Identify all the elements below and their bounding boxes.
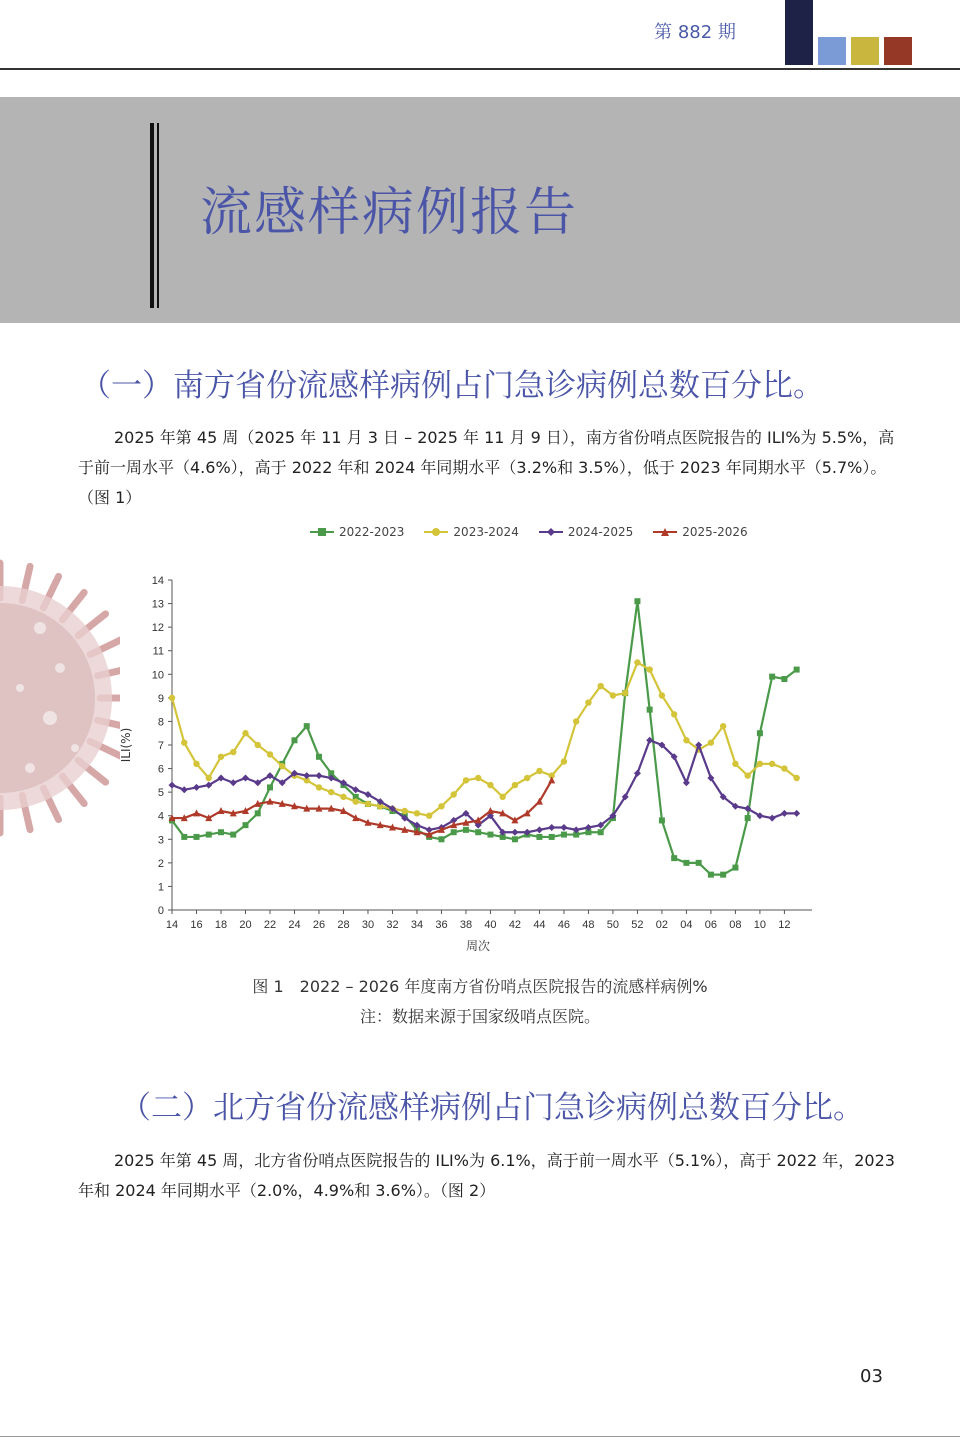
data-point [536,826,543,833]
y-tick-label: 9 [157,692,164,705]
y-tick-label: 4 [157,810,164,823]
x-axis-label: 周次 [465,939,491,953]
x-tick-label: 44 [533,919,546,931]
data-point [720,872,726,878]
figure1-note: 注：数据来源于国家级哨点医院。 [359,1007,600,1026]
data-point [769,815,776,822]
data-point [255,742,261,748]
y-tick-label: 10 [151,669,164,682]
y-tick-label: 11 [152,645,164,658]
x-tick-label: 04 [680,919,693,931]
y-tick-label: 6 [157,763,164,776]
y-tick-label: 7 [157,740,164,752]
data-point [193,784,200,791]
chart-legend [310,525,748,539]
virus-illustration [0,518,120,878]
data-point [315,772,322,779]
data-point [757,730,763,736]
data-point [696,860,702,866]
data-point [647,707,653,713]
data-point [745,815,751,821]
data-point [598,829,604,835]
data-point [206,775,212,781]
data-point [524,775,530,781]
y-tick-label: 3 [157,834,164,847]
data-point [230,749,236,755]
data-point [230,779,237,786]
data-point [353,798,359,804]
data-point [304,723,310,729]
data-point [267,784,273,790]
data-point [242,822,248,828]
data-point [206,832,212,838]
data-point [634,598,640,604]
y-tick-label: 1 [157,881,164,894]
color-block-blue [818,37,846,65]
data-point [585,699,591,705]
data-point [316,784,322,790]
data-point [475,829,481,835]
x-tick-label: 32 [386,919,399,931]
data-point [279,763,285,769]
data-point [242,730,248,736]
data-point [597,683,603,689]
data-point [169,782,176,789]
x-tick-label: 28 [337,919,350,931]
data-point [549,834,555,840]
data-point [671,855,677,861]
x-tick-label: 52 [631,919,644,931]
data-point [230,832,236,838]
data-point [793,775,799,781]
data-point [659,692,665,698]
x-tick-label: 30 [361,919,375,931]
x-tick-label: 08 [729,919,742,931]
data-point [169,695,175,701]
series-2022-2023 [169,598,800,877]
data-point [781,765,787,771]
page-number: 03 [860,1366,883,1387]
data-point [708,739,714,745]
data-point [708,872,714,878]
y-tick-label: 8 [157,716,164,729]
figure1-caption: 图 1 2022 – 2026 年度南方省份哨点医院报告的流感样病例% [252,977,708,996]
data-point [193,809,200,816]
data-point [451,791,457,797]
data-point [487,832,493,838]
legend-item [424,525,518,539]
data-point [683,737,689,743]
data-point [793,810,800,817]
legend-item [310,525,404,539]
x-tick-label: 10 [753,919,767,931]
issue-number: 第 882 期 [654,22,736,43]
data-point [573,718,579,724]
data-point [646,666,652,672]
series-line [172,601,797,874]
data-point [560,824,567,831]
data-point [720,723,726,729]
x-tick-label: 24 [288,919,301,931]
data-point [463,777,469,783]
data-point [536,834,542,840]
series-2023-2024 [169,659,800,819]
legend-item [653,525,747,539]
y-tick-label: 2 [157,857,164,870]
data-point [218,829,224,835]
data-point [242,775,249,782]
data-point [438,836,444,842]
series-2024-2025 [169,737,801,836]
data-point [328,789,334,795]
y-tick-label: 13 [151,598,164,611]
y-tick-label: 0 [157,905,164,917]
data-point [561,832,567,838]
data-point [610,692,616,698]
data-point [757,761,763,767]
ili-line-chart [110,560,830,960]
data-point [781,676,787,682]
data-point [683,860,689,866]
banner-accent-bar [150,123,154,308]
x-tick-label: 14 [165,919,179,931]
x-tick-label: 22 [263,919,277,931]
data-point [511,829,518,836]
data-point [536,768,542,774]
legend-label: 2023-2024 [453,525,519,539]
data-point [193,834,199,840]
data-point [512,836,518,842]
data-point [218,754,224,760]
data-point [683,779,690,786]
x-tick-label: 36 [435,919,448,931]
data-point [438,803,444,809]
data-point [340,794,346,800]
section2-paragraph: 2025 年第 45 周，北方省份哨点医院报告的 ILI%为 6.1%，高于前一周水平（5.1%），高于 2022 年，2023 年和 2024 年同期水平（2.0%，4.9%和 3.6%）。（图 2） [78,1151,895,1200]
y-tick-label: 5 [157,787,164,800]
x-tick-label: 46 [557,919,571,931]
data-point [671,711,677,717]
section2-heading: （二）北方省份流感样病例占门急诊病例总数百分比。 [120,1090,864,1126]
data-point [744,772,750,778]
legend-label: 2022-2023 [339,525,405,539]
section1-heading: （一）南方省份流感样病例占门急诊病例总数百分比。 [80,368,824,404]
banner-accent-bar-thin [157,123,159,308]
series-line [172,663,797,816]
header-rule [0,68,960,70]
data-point [402,808,408,814]
data-point [303,772,310,779]
data-point [475,775,481,781]
x-tick-label: 40 [484,919,497,931]
data-point [561,758,567,764]
x-tick-label: 06 [704,919,718,931]
data-point [512,782,518,788]
y-tick-label: 14 [151,575,164,587]
data-point [463,827,469,833]
data-point [365,801,371,807]
footer-rule [0,1436,960,1437]
data-point [769,674,775,680]
series-line [172,740,797,832]
x-tick-label: 50 [606,919,620,931]
x-tick-label: 16 [190,919,203,931]
y-tick-label: 12 [151,622,164,635]
x-tick-label: 02 [655,919,669,931]
data-point [291,737,297,743]
legend-label: 2025-2026 [682,525,748,539]
color-block-red [884,37,912,65]
data-point [794,667,800,673]
color-block-navy [785,0,813,65]
data-point [622,690,628,696]
data-point [181,786,188,793]
x-tick-label: 48 [582,919,595,931]
x-tick-label: 38 [459,919,473,931]
y-axis-label: ILI(%) [119,727,133,763]
color-block-gold [851,37,879,65]
data-point [181,834,187,840]
x-tick-label: 18 [214,919,228,931]
data-point [499,794,505,800]
data-point [548,824,555,831]
x-tick-label: 20 [239,919,252,931]
x-tick-label: 42 [508,919,522,931]
data-point [267,751,273,757]
data-point [414,810,420,816]
series-2025-2026 [169,776,556,837]
data-point [634,659,640,665]
x-tick-label: 34 [410,919,424,931]
data-point [255,810,261,816]
data-point [732,865,738,871]
page-title: 流感样病例报告 [200,183,579,243]
legend-label: 2024-2025 [567,525,634,539]
data-point [451,829,457,835]
data-point [426,813,432,819]
data-point [316,754,322,760]
data-point [769,761,775,767]
data-point [659,817,665,823]
x-tick-label: 12 [778,919,791,931]
data-point [781,810,788,817]
legend-item [539,525,633,539]
data-point [193,761,199,767]
data-point [181,739,187,745]
data-point [732,761,738,767]
data-point [487,782,493,788]
section1-paragraph: 2025 年第 45 周（2025 年 11 月 3 日 – 2025 年 11 月 9 日），南方省份哨点医院报告的 ILI%为 5.5%，高于前一周水平（4.6%），高于 2022 年和 2024 年同期水平（3.2%和 3.5%），低于 2023 年同期水平（5.7%）。（图 1） [78,428,895,507]
x-tick-label: 26 [312,919,326,931]
